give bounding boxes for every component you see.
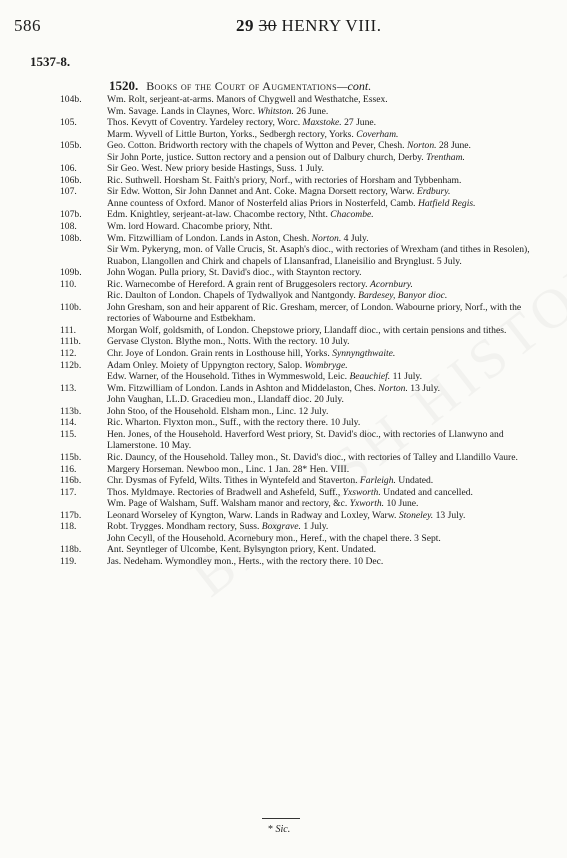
entry-folio-ref: 116b. <box>60 475 82 487</box>
section-title: Books of the Court of Augmentations <box>146 79 337 93</box>
entry-description: Geo. Cotton. Bridworth rectory with the chapels of Wytton and Pever, Chesh. <box>107 140 407 152</box>
entry-text <box>106 198 561 210</box>
entry-folio-ref: 115. <box>60 428 77 440</box>
entry-row <box>0 325 567 337</box>
entry-description: Chr. Dysmas of Fyfeld, Wilts. Tithes in Wyntefeld and Staverton. <box>107 475 360 487</box>
entry-date: 1 July. <box>300 521 329 533</box>
entry-folio-ref <box>0 394 106 406</box>
entry-folio-ref: 111. <box>60 324 77 336</box>
entry-row <box>0 498 567 510</box>
entry-house: Trentham. <box>426 151 465 163</box>
entry-row <box>0 487 567 499</box>
entry-row <box>0 244 567 267</box>
entry-folio-ref <box>0 371 106 383</box>
entry-house: Yxworth. <box>349 498 385 510</box>
entry-text <box>106 533 561 545</box>
entry-folio-ref <box>0 152 106 164</box>
entry-folio-ref: 110. <box>60 278 77 290</box>
entry-row <box>0 452 567 464</box>
entry-text <box>106 544 561 556</box>
entry-date: 10 June. <box>384 498 419 510</box>
entry-house: Coverham. <box>356 128 399 140</box>
entry-house: Maxstoke. <box>302 117 342 129</box>
entry-row <box>0 429 567 452</box>
entry-row <box>0 129 567 141</box>
entry-house: Norton. <box>406 140 437 152</box>
entry-row <box>0 360 567 372</box>
entry-description: John Stoo, of the Household. Elsham mon., Linc. 12 July. <box>107 405 329 417</box>
entry-date: 28 June. <box>436 140 471 152</box>
entry-row <box>0 221 567 233</box>
entry-text <box>106 152 561 164</box>
entry-house: Stoneley. <box>398 509 434 521</box>
entry-house: Bardesey, Banyor dioc. <box>358 290 448 302</box>
entry-description: John Vaughan, LL.D. Gracedieu mon., Llandaff dioc. 20 July. <box>107 394 344 406</box>
entry-text <box>106 129 561 141</box>
entry-text <box>106 175 561 187</box>
entry-description: Adam Onley. Moiety of Uppyngton rectory, Salop. <box>107 359 305 371</box>
entry-row <box>0 371 567 383</box>
entry-date: Undated and cancelled. <box>380 486 473 498</box>
entry-row <box>0 140 567 152</box>
entry-text <box>106 302 561 325</box>
entry-folio-ref <box>0 106 106 118</box>
entry-house: Chacombe. <box>330 209 374 221</box>
entry-row <box>0 94 567 106</box>
entry-folio-ref: 118. <box>60 521 77 533</box>
entry-text <box>106 406 561 418</box>
entry-description: Wm. Fitzwilliam of London. Lands in Aston, Chesh. <box>107 232 312 244</box>
entry-description: Ric. Warnecombe of Hereford. A grain rent of Bruggesolers rectory. <box>107 278 370 290</box>
entry-text <box>106 394 561 406</box>
entry-folio-ref: 111b. <box>60 336 81 348</box>
entry-text <box>106 487 561 499</box>
entry-text <box>106 475 561 487</box>
section-number: 1520. <box>109 78 139 93</box>
entry-row <box>0 233 567 245</box>
entry-house: Erdbury. <box>416 186 451 198</box>
entry-row <box>0 163 567 175</box>
entry-row <box>0 152 567 164</box>
entry-row <box>0 556 567 568</box>
entry-row <box>0 290 567 302</box>
entry-description: Ant. Seyntleger of Ulcombe, Kent. Bylsyngton priory, Kent. Undated. <box>107 544 377 556</box>
entry-row <box>0 406 567 418</box>
entry-folio-ref: 118b. <box>60 544 82 556</box>
entry-description: Thos. Myldmaye. Rectories of Bradwell and Ashefeld, Suff., <box>107 486 343 498</box>
entry-row <box>0 175 567 187</box>
entry-house: Yxsworth. <box>342 486 381 498</box>
entry-description: Marm. Wyvell of Little Burton, Yorks., Sedbergh rectory, Yorks. <box>107 128 357 140</box>
entry-folio-ref: 112b. <box>60 359 82 371</box>
entry-text <box>106 556 561 568</box>
entry-text <box>106 429 561 452</box>
entry-description: John Cecyll, of the Household. Acornebury mon., Heref., with the chapel there. 3 Sept. <box>107 532 441 544</box>
entry-description: Anne countess of Oxford. Manor of Nosterfeld alias Priors in Nosterfeld, Camb. <box>107 197 418 209</box>
entry-row <box>0 117 567 129</box>
footnote-marker: * <box>268 824 273 835</box>
entry-folio-ref: 105b. <box>60 140 82 152</box>
entry-folio-ref: 107. <box>60 186 77 198</box>
entry-text <box>106 290 561 302</box>
section-continued: —cont. <box>336 79 372 93</box>
entry-folio-ref: 117b. <box>60 509 82 521</box>
entry-description: Sir John Porte, justice. Sutton rectory and a pension out of Dalbury church, Derby. <box>107 151 427 163</box>
entry-folio-ref: 108. <box>60 221 77 233</box>
entry-text <box>106 510 561 522</box>
entry-row <box>0 510 567 522</box>
entry-text <box>106 348 561 360</box>
entry-text <box>106 417 561 429</box>
entry-date: Undated. <box>395 475 434 487</box>
footnote-text: Sic. <box>275 824 291 835</box>
entry-description: Wm. Page of Walsham, Suff. Walsham manor and rectory, &c. <box>107 498 350 510</box>
footnote-rule <box>262 818 300 819</box>
date-range: 1537-8. <box>30 54 71 69</box>
entry-row <box>0 383 567 395</box>
entry-house: Synnyngthwaite. <box>332 348 396 360</box>
entry-folio-ref <box>0 290 106 302</box>
running-header <box>236 16 381 36</box>
regnal-year-current: 29 <box>236 16 254 35</box>
entry-house: Norton. <box>378 382 408 394</box>
entry-folio-ref: 117. <box>60 486 77 498</box>
entry-text <box>106 140 561 152</box>
entry-date: 4 July. <box>341 232 369 244</box>
entry-text <box>106 221 561 233</box>
entry-description: Robt. Trygges. Mondham rectory, Suss. <box>107 521 262 533</box>
entry-row <box>0 394 567 406</box>
footnote <box>268 824 290 835</box>
entry-text <box>106 186 561 198</box>
entry-text <box>106 336 561 348</box>
entry-row <box>0 521 567 533</box>
entry-row <box>0 186 567 198</box>
entry-description: Chr. Joye of London. Grain rents in Losthouse hill, Yorks. <box>107 348 333 360</box>
entry-description: Wm. Savage. Lands in Claynes, Worc. <box>107 105 258 117</box>
entry-date: 26 June. <box>293 105 329 117</box>
entry-description: Wm. Fitzwilliam of London. Lands in Ashton and Middelaston, Ches. <box>107 382 379 394</box>
entries-list <box>0 94 567 567</box>
entry-folio-ref <box>0 198 106 210</box>
entry-description: Jas. Nedeham. Wymondley mon., Herts., with the rectory there. 10 Dec. <box>107 555 384 567</box>
entry-text <box>106 106 561 118</box>
entry-description: Ric. Daulton of London. Chapels of Tydwallyok and Nantgondy. <box>107 290 359 302</box>
entry-folio-ref: 108b. <box>60 232 82 244</box>
entry-folio-ref: 113. <box>60 382 77 394</box>
entry-folio-ref: 110b. <box>60 301 82 313</box>
entry-description: Hen. Jones, of the Household. Haverford West priory, St. David's dioc., with rectories of Llanwyno and Llamerstone. 10 May. <box>107 428 504 452</box>
entry-row <box>0 267 567 279</box>
entry-date: 13 July. <box>407 382 441 394</box>
entry-house: Wombryge. <box>304 359 348 371</box>
entry-description: Wm. Rolt, serjeant-at-arms. Manors of Chygwell and Westhatche, Essex. <box>107 94 388 105</box>
entry-house: Whitston. <box>257 105 294 117</box>
entry-row <box>0 533 567 545</box>
entry-description: Sir Geo. West. New priory beside Hastings, Suss. 1 July. <box>107 163 324 175</box>
entry-folio-ref <box>0 498 106 510</box>
entry-folio-ref: 107b. <box>60 209 82 221</box>
entry-description: Ric. Suthwell. Horsham St. Faith's priory, Norf., with rectories of Horsham and Tybbenham. <box>107 174 462 186</box>
entry-text <box>106 209 561 221</box>
entry-text <box>106 521 561 533</box>
entry-description: Gervase Clyston. Blythe mon., Notts. With the rectory. 10 July. <box>107 336 350 348</box>
entry-folio-ref <box>0 533 106 545</box>
entry-folio-ref: 105. <box>60 117 77 129</box>
entry-text <box>106 233 561 245</box>
entry-description: Sir Wm. Pykeryng, mon. of Valle Crucis, St. Asaph's dioc., with rectories of Wrexham (and tithes in Resolen), Ruabon, Llangollen and Chirk and chapels of Llansanfrad, Llaneisilio and Brynglust. 5 July. <box>107 244 530 267</box>
entry-row <box>0 464 567 476</box>
entry-folio-ref: 116. <box>60 463 77 475</box>
entry-description: Wm. lord Howard. Chacombe priory, Ntht. <box>107 221 273 233</box>
entry-text <box>106 267 561 279</box>
entry-date: 27 June. <box>341 117 377 129</box>
entry-description: Ric. Dauncy, of the Household. Talley mon., St. David's dioc., with rectories of Talley and Llandillo Vaure. <box>107 451 518 463</box>
entry-text <box>106 360 561 372</box>
entry-folio-ref: 119. <box>60 555 77 567</box>
entry-description: Margery Horseman. Newboo mon., Linc. 1 Jan. 28* Hen. VIII. <box>107 463 350 475</box>
entry-text <box>106 94 561 106</box>
entry-house: Acornbury. <box>369 278 413 290</box>
entry-text <box>106 117 561 129</box>
entry-text <box>106 383 561 395</box>
entry-description: Thos. Kevytt of Coventry. Yardeley rectory, Worc. <box>107 117 303 129</box>
entry-description: Sir Edw. Wotton, Sir John Dannet and Ant. Coke. Magna Dorsett rectory, Warw. <box>107 186 417 198</box>
entry-row <box>0 106 567 118</box>
entry-date: 13 July. <box>433 509 466 521</box>
entry-row <box>0 302 567 325</box>
entry-text <box>106 244 561 267</box>
entry-folio-ref: 109b. <box>60 267 82 279</box>
entry-text <box>106 163 561 175</box>
page-number: 586 <box>14 16 41 35</box>
entry-text <box>106 325 561 337</box>
entry-house: Norton. <box>311 232 342 244</box>
entry-folio-ref: 106b. <box>60 174 82 186</box>
entry-folio-ref: 113b. <box>60 405 82 417</box>
monarch-name: HENRY VIII. <box>281 16 382 35</box>
entry-text <box>106 371 561 383</box>
section-heading <box>109 78 371 94</box>
entry-row <box>0 336 567 348</box>
entry-row <box>0 475 567 487</box>
entry-folio-ref: 114. <box>60 417 77 429</box>
entry-row <box>0 348 567 360</box>
entry-description: Morgan Wolf, goldsmith, of London. Chepstowe priory, Llandaff dioc., with certain pensions and tithes. <box>107 324 507 336</box>
entry-row <box>0 198 567 210</box>
entry-house: Boxgrave. <box>261 521 301 533</box>
entry-description: Edw. Warner, of the Household. Tithes in Wymmeswold, Leic. <box>107 371 350 383</box>
entry-text <box>106 498 561 510</box>
entry-folio-ref: 104b. <box>60 94 82 105</box>
entry-description: Ric. Wharton. Flyxton mon., Suff., with the rectory there. 10 July. <box>107 417 361 429</box>
entry-folio-ref: 106. <box>60 163 77 175</box>
entry-text <box>106 279 561 291</box>
entry-row <box>0 209 567 221</box>
entry-text <box>106 464 561 476</box>
entry-description: John Wogan. Pulla priory, St. David's dioc., with Staynton rectory. <box>107 267 362 279</box>
entry-date: 11 July. <box>390 371 423 383</box>
entry-folio-ref: 115b. <box>60 451 82 463</box>
entry-house: Beauchief. <box>349 371 391 383</box>
entry-row <box>0 417 567 429</box>
entry-description: John Gresham, son and heir apparent of Ric. Gresham, mercer, of London. Wabourne priory, Norf., with the rectories of Wabourne and Estbekham. <box>107 301 522 325</box>
entry-folio-ref <box>0 129 106 141</box>
entry-description: Leonard Worseley of Kyngton, Warw. Lands in Radway and Loxley, Warw. <box>107 509 399 521</box>
entry-folio-ref <box>0 244 106 267</box>
entry-folio-ref: 112. <box>60 348 77 360</box>
regnal-year-struck: 30 <box>258 16 277 35</box>
entry-text <box>106 452 561 464</box>
entry-row <box>0 544 567 556</box>
entry-house: Farleigh. <box>359 475 396 487</box>
entry-row <box>0 279 567 291</box>
entry-house: Hatfield Regis. <box>417 197 476 209</box>
entry-description: Edm. Knightley, serjeant-at-law. Chacombe rectory, Ntht. <box>107 209 331 221</box>
